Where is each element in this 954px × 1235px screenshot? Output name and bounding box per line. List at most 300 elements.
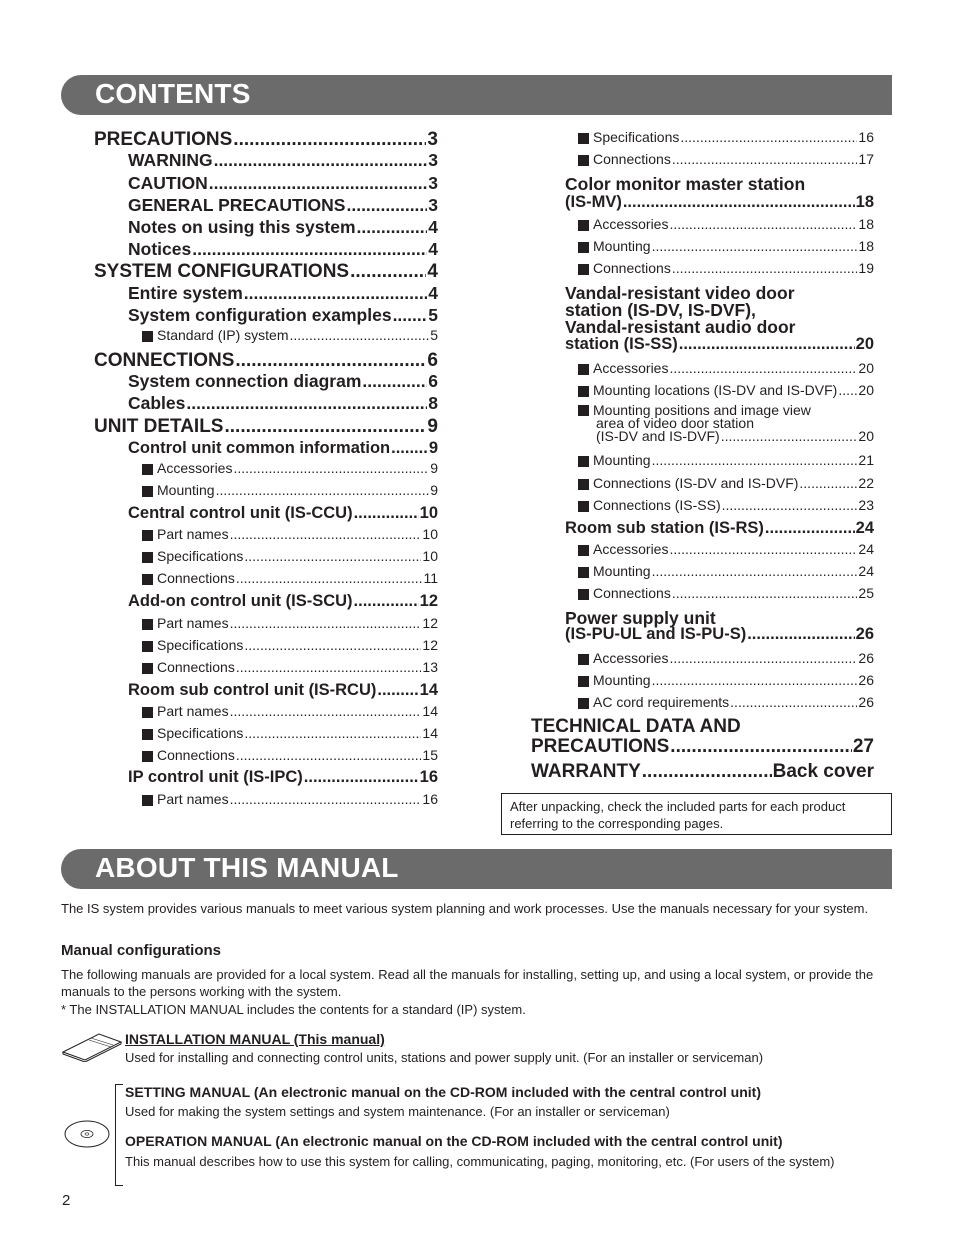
leader-dots xyxy=(362,371,427,392)
page-number: 2 xyxy=(62,1192,71,1209)
toc-entry[interactable] xyxy=(142,703,438,719)
entry-text: Mounting xyxy=(593,238,651,254)
toc-entry[interactable] xyxy=(142,659,438,675)
leader-dots xyxy=(669,650,857,666)
entry-page: 6 xyxy=(428,371,438,391)
entry-text: Connections xyxy=(157,747,235,763)
entry-label xyxy=(578,129,679,145)
entry-label xyxy=(94,416,223,438)
entry-label-line3: (IS-DV and IS-DVF) xyxy=(596,428,720,444)
manual-config-heading: Manual configurations xyxy=(61,942,222,959)
entry-page: 27 xyxy=(852,736,874,757)
entry-label xyxy=(128,239,191,260)
entry-label-line1: Mounting positions and image view xyxy=(593,402,811,418)
leader-dots xyxy=(721,430,858,443)
leader-dots xyxy=(346,195,427,216)
entry-page: 18 xyxy=(858,216,874,232)
leader-dots xyxy=(670,736,852,758)
toc-entry[interactable] xyxy=(128,371,438,392)
toc-entry[interactable] xyxy=(142,637,438,653)
leader-dots xyxy=(377,681,418,700)
entry-label xyxy=(142,703,229,719)
toc-entry[interactable] xyxy=(531,736,874,758)
leader-dots xyxy=(652,452,858,468)
toc-entry[interactable] xyxy=(578,650,874,666)
bullet-icon xyxy=(142,552,153,563)
entry-text: Room sub station (IS-RS) xyxy=(565,519,764,537)
entry-text: Accessories xyxy=(157,460,233,476)
toc-entry[interactable] xyxy=(128,217,438,238)
entry-text: (IS-PU-UL and IS-PU-S) xyxy=(565,625,747,643)
leader-dots xyxy=(393,305,428,326)
entry-text: Notices xyxy=(128,239,192,259)
entry-page: 19 xyxy=(858,260,874,276)
entry-label xyxy=(128,371,361,392)
toc-entry[interactable] xyxy=(128,150,438,171)
entry-label xyxy=(128,217,356,238)
bullet-icon xyxy=(142,795,153,806)
entry-text: Specifications xyxy=(157,637,244,653)
leader-dots xyxy=(192,239,427,260)
entry-text: Cables xyxy=(128,393,186,413)
entry-page: 23 xyxy=(858,497,874,513)
entry-text: Part names xyxy=(157,791,229,807)
entry-label xyxy=(578,585,671,601)
bullet-icon xyxy=(142,707,153,718)
contents-title: CONTENTS xyxy=(95,78,251,109)
toc-entry[interactable] xyxy=(128,195,438,216)
toc-header-technical[interactable]: TECHNICAL DATA AND xyxy=(531,716,741,737)
entry-label xyxy=(142,637,243,653)
entry-text: Entire system xyxy=(128,283,243,303)
leader-dots xyxy=(216,482,430,498)
entry-label xyxy=(128,150,213,171)
entry-text: Connections xyxy=(593,585,671,601)
entry-label xyxy=(94,261,349,283)
entry-text: Accessories xyxy=(593,216,669,232)
entry-text: IP control unit (IS-IPC) xyxy=(128,768,303,786)
entry-page: 22 xyxy=(858,475,874,491)
entry-text: CONNECTIONS xyxy=(94,350,235,371)
installation-manual-title: INSTALLATION MANUAL (This manual) xyxy=(125,1031,385,1047)
entry-page: 26 xyxy=(858,694,874,710)
entry-page: 18 xyxy=(858,238,874,254)
toc-entry-mounting-positions[interactable] xyxy=(578,404,874,443)
entry-text: Specifications xyxy=(593,129,680,145)
bullet-icon xyxy=(142,751,153,762)
entry-text: Part names xyxy=(157,526,229,542)
toc-entry[interactable] xyxy=(128,768,438,787)
toc-entry[interactable] xyxy=(128,504,438,523)
entry-text: Part names xyxy=(157,703,229,719)
entry-page: 12 xyxy=(419,592,438,610)
toc-header-vandal-1[interactable]: Vandal-resistant video door xyxy=(565,283,795,303)
entry-page: 9 xyxy=(427,416,438,437)
leader-dots xyxy=(233,129,426,151)
entry-page: 10 xyxy=(419,504,438,522)
entry-page: 20 xyxy=(855,335,874,353)
toc-entry[interactable] xyxy=(128,305,438,326)
entry-text: Connections xyxy=(593,260,671,276)
toc-header-vandal-2[interactable]: station (IS-DV, IS-DVF), xyxy=(565,300,756,320)
leader-dots xyxy=(236,747,422,763)
entry-page: 17 xyxy=(858,151,874,167)
entry-label xyxy=(128,283,243,304)
leader-dots xyxy=(244,725,421,741)
manual-bracket xyxy=(115,1084,123,1186)
entry-page: 9 xyxy=(430,482,438,498)
entry-page: 5 xyxy=(430,327,438,343)
entry-page: Back cover xyxy=(772,761,874,782)
entry-label xyxy=(94,350,234,372)
bullet-icon xyxy=(578,386,589,397)
entry-page: 9 xyxy=(428,439,438,457)
toc-entry[interactable] xyxy=(128,239,438,260)
entry-label xyxy=(128,504,353,523)
entry-page: 14 xyxy=(422,725,438,741)
entry-text: Specifications xyxy=(157,725,244,741)
entry-label xyxy=(128,173,208,194)
leader-dots xyxy=(747,625,854,644)
toc-entry[interactable] xyxy=(128,393,438,414)
toc-entry[interactable] xyxy=(578,475,874,491)
leader-dots xyxy=(304,768,419,787)
entry-text: Connections xyxy=(157,659,235,675)
entry-page: 16 xyxy=(419,768,438,786)
entry-page: 15 xyxy=(422,747,438,763)
leader-dots xyxy=(244,283,427,304)
operation-manual-desc: This manual describes how to use this system for calling, communicating, paging, monitoring, etc. (For users of the system) xyxy=(125,1154,835,1169)
bullet-icon xyxy=(578,220,589,231)
entry-label xyxy=(531,761,641,783)
entry-text: Control unit common information xyxy=(128,439,391,457)
toc-entry[interactable] xyxy=(128,173,438,194)
entry-label xyxy=(142,570,235,586)
entry-label xyxy=(128,681,376,700)
entry-label xyxy=(142,615,229,631)
book-icon xyxy=(61,1030,123,1062)
leader-dots xyxy=(224,416,426,438)
toc-entry[interactable] xyxy=(531,761,874,783)
entry-label xyxy=(578,151,671,167)
leader-dots xyxy=(233,460,429,476)
entry-page: 14 xyxy=(419,681,438,699)
entry-label xyxy=(128,305,392,326)
toc-entry[interactable] xyxy=(578,129,874,145)
manual-config-body: The following manuals are provided for a local system. Read all the manuals for installing, setting up, and using a local system, or provide the manuals to the persons working with the system. xyxy=(61,967,874,999)
toc-entry[interactable] xyxy=(142,327,438,343)
entry-label xyxy=(142,725,243,741)
toc-entry[interactable] xyxy=(578,497,874,513)
entry-text: Mounting xyxy=(593,672,651,688)
entry-text: UNIT DETAILS xyxy=(94,416,224,437)
entry-label xyxy=(578,260,671,276)
entry-label xyxy=(128,195,345,216)
bullet-icon xyxy=(578,589,589,600)
entry-label xyxy=(128,768,303,787)
leader-dots xyxy=(652,672,858,688)
entry-page: 3 xyxy=(427,129,438,150)
toc-entry[interactable] xyxy=(128,283,438,304)
toc-entry[interactable] xyxy=(578,452,874,468)
leader-dots xyxy=(672,585,858,601)
leader-dots xyxy=(230,526,422,542)
bullet-icon xyxy=(578,155,589,166)
toc-entry[interactable] xyxy=(142,548,438,564)
toc-entry[interactable] xyxy=(94,416,438,438)
toc-entry[interactable] xyxy=(578,238,874,254)
leader-dots xyxy=(214,150,428,171)
entry-page: 14 xyxy=(422,703,438,719)
toc-entry[interactable] xyxy=(142,460,438,476)
setting-manual-desc: Used for making the system settings and system maintenance. (For an installer or serviceman) xyxy=(125,1104,670,1119)
leader-dots xyxy=(623,193,855,212)
entry-label xyxy=(578,497,721,513)
entry-page: 8 xyxy=(428,393,438,413)
entry-label xyxy=(578,452,651,468)
entry-text: Accessories xyxy=(593,541,669,557)
leader-dots xyxy=(669,541,857,557)
entry-text: System configuration examples xyxy=(128,305,392,325)
bullet-icon xyxy=(578,405,589,416)
leader-dots xyxy=(652,238,858,254)
entry-text: Mounting locations (IS-DV and IS-DVF) xyxy=(593,382,838,398)
bullet-icon xyxy=(142,464,153,475)
leader-dots xyxy=(244,637,421,653)
entry-text: Mounting xyxy=(593,563,651,579)
entry-text: Connections xyxy=(593,151,671,167)
entry-label xyxy=(128,592,353,611)
entry-text: WARRANTY xyxy=(531,761,641,782)
leader-dots xyxy=(391,439,428,458)
entry-label xyxy=(578,694,729,710)
entry-label xyxy=(531,736,669,758)
entry-page: 12 xyxy=(422,615,438,631)
entry-text: Mounting xyxy=(593,452,651,468)
about-title: ABOUT THIS MANUAL xyxy=(95,852,399,883)
toc-header-power-supply[interactable]: Power supply unit xyxy=(565,608,716,628)
leader-dots xyxy=(354,504,419,523)
entry-text: Accessories xyxy=(593,650,669,666)
entry-text: Mounting xyxy=(157,482,215,498)
entry-page: 5 xyxy=(428,305,438,325)
toc-entry[interactable] xyxy=(142,570,438,586)
toc-header-vandal-3[interactable]: Vandal-resistant audio door xyxy=(565,317,796,337)
entry-label xyxy=(578,650,668,666)
leader-dots xyxy=(672,260,858,276)
entry-page: 26 xyxy=(858,650,874,666)
entry-label xyxy=(142,482,215,498)
toc-entry[interactable] xyxy=(565,335,874,354)
leader-dots xyxy=(357,217,428,238)
contents-banner xyxy=(61,75,892,115)
entry-page: 12 xyxy=(422,637,438,653)
entry-text: SYSTEM CONFIGURATIONS xyxy=(94,261,350,282)
toc-entry[interactable] xyxy=(578,541,874,557)
toc-entry[interactable] xyxy=(578,382,874,398)
bullet-icon xyxy=(578,654,589,665)
cd-icon xyxy=(63,1118,111,1150)
entry-text: Specifications xyxy=(157,548,244,564)
about-intro: The IS system provides various manuals to meet various system planning and work processes. Use the manuals necessary for your system. xyxy=(61,901,869,916)
entry-page: 20 xyxy=(858,428,874,444)
entry-label xyxy=(142,460,232,476)
entry-label xyxy=(565,519,764,538)
bullet-icon xyxy=(578,364,589,375)
entry-label xyxy=(128,393,185,414)
entry-page: 4 xyxy=(428,283,438,303)
entry-label xyxy=(142,327,289,343)
toc-entry[interactable] xyxy=(142,747,438,763)
entry-page: 21 xyxy=(858,452,874,468)
entry-page: 11 xyxy=(423,570,438,586)
bullet-icon xyxy=(578,242,589,253)
leader-dots xyxy=(672,151,858,167)
toc-entry[interactable] xyxy=(142,615,438,631)
bullet-icon xyxy=(142,530,153,541)
entry-label xyxy=(94,129,232,151)
entry-page: 26 xyxy=(855,625,874,643)
entry-text: System connection diagram xyxy=(128,371,362,391)
leader-dots xyxy=(838,382,857,398)
leader-dots xyxy=(236,570,423,586)
entry-text: AC cord requirements xyxy=(593,694,730,710)
toc-entry[interactable] xyxy=(142,791,438,807)
toc-entry[interactable] xyxy=(128,439,438,458)
leader-dots xyxy=(350,261,426,283)
bullet-icon xyxy=(578,676,589,687)
entry-text: Room sub control unit (IS-RCU) xyxy=(128,681,377,699)
operation-manual-title: OPERATION MANUAL (An electronic manual on the CD-ROM included with the central control unit) xyxy=(125,1133,783,1149)
entry-text: PRECAUTIONS xyxy=(94,129,233,150)
entry-page: 9 xyxy=(430,460,438,476)
entry-label xyxy=(578,238,651,254)
toc-entry[interactable] xyxy=(142,725,438,741)
entry-text: Add-on control unit (IS-SCU) xyxy=(128,592,353,610)
toc-entry[interactable] xyxy=(578,585,874,601)
leader-dots xyxy=(186,393,427,414)
leader-dots xyxy=(765,519,855,538)
leader-dots xyxy=(642,761,772,783)
toc-entry[interactable] xyxy=(578,151,874,167)
leader-dots xyxy=(669,216,857,232)
toc-entry[interactable] xyxy=(565,519,874,538)
leader-dots xyxy=(730,694,857,710)
manual-config-note: * The INSTALLATION MANUAL includes the contents for a standard (IP) system. xyxy=(61,1002,526,1017)
leader-dots xyxy=(244,548,421,564)
bullet-icon xyxy=(578,567,589,578)
toc-header-color-monitor[interactable]: Color monitor master station xyxy=(565,174,806,194)
entry-text: (IS-MV) xyxy=(565,193,622,211)
toc-entry[interactable] xyxy=(578,360,874,376)
entry-text: GENERAL PRECAUTIONS xyxy=(128,195,346,215)
entry-label xyxy=(142,526,229,542)
entry-text: Connections (IS-DV and IS-DVF) xyxy=(593,475,799,491)
leader-dots xyxy=(230,791,422,807)
leader-dots xyxy=(679,335,855,354)
toc-entry[interactable] xyxy=(565,193,874,212)
entry-text: Notes on using this system xyxy=(128,217,356,237)
entry-page: 6 xyxy=(427,350,438,371)
bullet-icon xyxy=(142,574,153,585)
entry-page: 20 xyxy=(858,360,874,376)
bullet-icon xyxy=(142,619,153,630)
toc-entry[interactable] xyxy=(578,216,874,232)
toc-entry[interactable] xyxy=(578,260,874,276)
entry-label xyxy=(142,659,235,675)
leader-dots xyxy=(354,592,419,611)
bullet-icon xyxy=(142,729,153,740)
entry-page: 4 xyxy=(427,261,438,282)
entry-page: 24 xyxy=(858,563,874,579)
bullet-icon xyxy=(578,545,589,556)
leader-dots xyxy=(230,615,422,631)
entry-label xyxy=(565,193,622,212)
entry-label xyxy=(578,360,668,376)
entry-text: Part names xyxy=(157,615,229,631)
leader-dots xyxy=(209,173,428,194)
entry-label xyxy=(142,747,235,763)
bullet-icon xyxy=(578,456,589,467)
entry-label xyxy=(142,791,229,807)
entry-text: Central control unit (IS-CCU) xyxy=(128,504,353,522)
toc-entry[interactable] xyxy=(142,526,438,542)
toc-entry[interactable] xyxy=(142,482,438,498)
entry-page: 26 xyxy=(858,672,874,688)
entry-page: 3 xyxy=(428,150,438,170)
toc-entry[interactable] xyxy=(578,694,874,710)
entry-text: Accessories xyxy=(593,360,669,376)
entry-label-line2: area of video door station xyxy=(596,415,754,431)
entry-label xyxy=(578,216,668,232)
entry-page: 4 xyxy=(428,217,438,237)
entry-label xyxy=(578,541,668,557)
entry-page: 25 xyxy=(858,585,874,601)
entry-text: station (IS-SS) xyxy=(565,335,678,353)
entry-label xyxy=(578,672,651,688)
leader-dots xyxy=(722,497,858,513)
toc-entry[interactable] xyxy=(578,563,874,579)
leader-dots xyxy=(236,659,422,675)
bullet-icon xyxy=(578,501,589,512)
entry-page: 16 xyxy=(858,129,874,145)
bullet-icon xyxy=(578,264,589,275)
entry-label xyxy=(578,475,798,491)
setting-manual-title: SETTING MANUAL (An electronic manual on the CD-ROM included with the central control unit) xyxy=(125,1084,761,1100)
entry-text: WARNING xyxy=(128,150,213,170)
entry-text: Standard (IP) system xyxy=(157,327,289,343)
bullet-icon xyxy=(142,663,153,674)
bullet-icon xyxy=(578,133,589,144)
toc-entry[interactable] xyxy=(94,261,438,283)
leader-dots xyxy=(669,360,857,376)
entry-page: 24 xyxy=(855,519,874,537)
toc-entry[interactable] xyxy=(578,672,874,688)
leader-dots xyxy=(235,350,426,372)
entry-page: 16 xyxy=(422,791,438,807)
toc-entry[interactable] xyxy=(128,681,438,700)
entry-label xyxy=(128,439,390,458)
entry-page: 18 xyxy=(855,193,874,211)
entry-text: CAUTION xyxy=(128,173,208,193)
entry-label xyxy=(142,548,243,564)
entry-page: 10 xyxy=(422,526,438,542)
about-banner xyxy=(61,849,892,889)
leader-dots xyxy=(652,563,858,579)
toc-entry[interactable] xyxy=(94,129,438,151)
toc-entry[interactable] xyxy=(94,350,438,372)
toc-entry[interactable] xyxy=(128,592,438,611)
